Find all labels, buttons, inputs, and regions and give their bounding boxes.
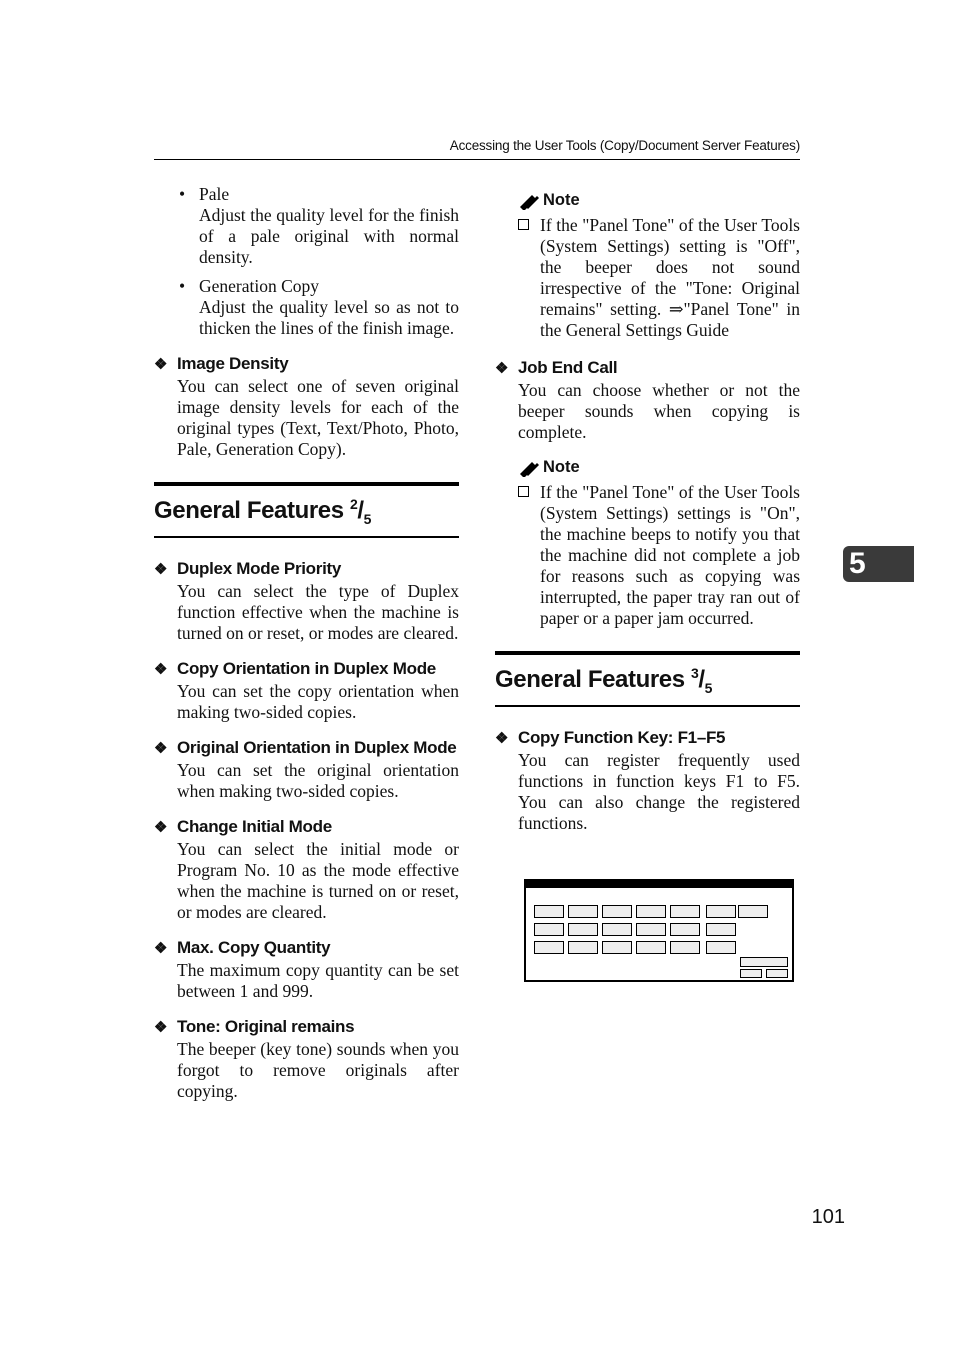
- screen-button: [534, 941, 564, 954]
- section-heading-general-features-3: General Features $^3/_5$: [495, 651, 800, 707]
- item-title: Change Initial Mode: [177, 816, 332, 836]
- item-body: You can set the copy orientation when making two-sided copies.: [177, 680, 459, 722]
- screen-button: [568, 941, 598, 954]
- bullet-pale: [154, 184, 459, 268]
- item-title: Duplex Mode Priority: [177, 558, 342, 578]
- screen-button: [636, 923, 666, 936]
- section-title: General Features: [154, 497, 344, 524]
- screen-button: [706, 905, 736, 918]
- item-body: You can select the type of Duplex function effective when the machine is turned on or reset, or modes are cleared.: [177, 580, 459, 643]
- screen-titlebar: [526, 881, 792, 888]
- note-label: Note: [543, 191, 580, 209]
- diamond-icon: ❖: [154, 1018, 168, 1036]
- item-title: Copy Function Key: F1–F5: [518, 727, 726, 747]
- bullet-generation-copy: [154, 276, 459, 339]
- bullet-title: Pale: [199, 184, 230, 204]
- screen-button: [766, 969, 788, 978]
- note-label: Note: [543, 458, 580, 476]
- diamond-icon: ❖: [154, 818, 168, 836]
- screen-button: [740, 957, 788, 967]
- item-tone-original-remains: [154, 1016, 459, 1102]
- diamond-icon: ❖: [495, 360, 509, 377]
- item-duplex-mode-priority: [154, 558, 459, 644]
- bullet-body: Adjust the quality level for the finish of a pale original with normal density.: [199, 205, 459, 267]
- left-column: [154, 184, 459, 1116]
- screen-button: [602, 941, 632, 954]
- screen-button: [568, 905, 598, 918]
- checkbox-icon: [518, 486, 529, 497]
- item-body: You can select one of seven original image density levels for each of the original types (Text, Text/Photo, Photo, Pale, Generation Copy).: [177, 376, 459, 459]
- item-title: Image Density: [177, 354, 289, 373]
- item-original-orientation: [154, 737, 459, 802]
- header-rule: [154, 159, 800, 160]
- bullet-body: Adjust the quality level so as not to thicken the lines of the finish image.: [199, 297, 459, 338]
- item-title: Copy Orientation in Duplex Mode: [177, 658, 436, 678]
- item-change-initial-mode: [154, 816, 459, 923]
- note-heading: [495, 457, 800, 478]
- bullet-dot: •: [179, 276, 186, 296]
- note-body: [495, 482, 800, 629]
- diamond-icon: ❖: [154, 939, 168, 957]
- item-body: The maximum copy quantity can be set between 1 and 999.: [177, 959, 459, 1001]
- screen-button: [534, 923, 564, 936]
- pencil-icon: [517, 192, 541, 210]
- note-text: If the "Panel Tone" of the User Tools (System Settings) setting is "Off", the beeper does not sound irrespective of the "Tone: Original remains" setting. ⇒"Panel Tone" in the General Settings Guide: [540, 215, 800, 340]
- note-heading: [495, 190, 800, 211]
- note-body: [495, 215, 800, 341]
- diamond-icon: ❖: [154, 356, 168, 373]
- item-image-density: [154, 353, 459, 460]
- screen-button: [568, 923, 598, 936]
- screen-button: [740, 969, 762, 978]
- item-body: You can register frequently used functions in function keys F1 to F5. You can also change the registered functions.: [518, 749, 800, 833]
- diamond-icon: ❖: [154, 660, 168, 678]
- section-numerator: 3: [690, 665, 699, 681]
- section-heading-general-features-2: General Features $^2/_5$: [154, 482, 459, 538]
- diamond-icon: ❖: [154, 560, 168, 578]
- section-denominator: 5: [363, 510, 372, 527]
- copy-function-key-screenshot: [524, 879, 794, 982]
- section-title: General Features: [495, 666, 685, 693]
- bullet-dot: •: [179, 184, 186, 204]
- item-copy-orientation: [154, 658, 459, 723]
- item-copy-function-key: [495, 727, 800, 834]
- item-max-copy-quantity: [154, 937, 459, 1002]
- screen-button: [670, 941, 700, 954]
- screen-button: [670, 923, 700, 936]
- right-column: [495, 190, 800, 848]
- item-title: Original Orientation in Duplex Mode: [177, 737, 457, 757]
- note-text: If the "Panel Tone" of the User Tools (System Settings) settings is "On", the machine beeps to notify you that the machine did not complete a job for reasons such as copying was interrupted, the paper tray ran out of paper or a paper jam occurred.: [540, 482, 800, 628]
- screen-button: [534, 905, 564, 918]
- item-title: Job End Call: [518, 358, 618, 377]
- item-body: The beeper (key tone) sounds when you forgot to remove originals after copying.: [177, 1038, 459, 1101]
- screen-button: [706, 941, 736, 954]
- item-job-end-call: [495, 357, 800, 443]
- chapter-tab: 5: [843, 546, 914, 582]
- section-numerator: 2: [349, 496, 358, 512]
- screen-button: [738, 905, 768, 918]
- diamond-icon: ❖: [154, 739, 168, 757]
- screen-button: [602, 923, 632, 936]
- screen-button: [706, 923, 736, 936]
- diamond-icon: ❖: [495, 729, 509, 747]
- pencil-icon: [517, 459, 541, 477]
- bullet-title: Generation Copy: [199, 276, 320, 296]
- item-body: You can select the initial mode or Program No. 10 as the mode effective when the machine is turned on or reset, or modes are cleared.: [177, 838, 459, 922]
- item-title: Tone: Original remains: [177, 1016, 355, 1036]
- item-title: Max. Copy Quantity: [177, 937, 331, 957]
- item-body: You can choose whether or not the beeper sounds when copying is complete.: [518, 380, 800, 442]
- section-denominator: 5: [704, 679, 713, 696]
- screen-button: [602, 905, 632, 918]
- screen-button: [636, 941, 666, 954]
- page-number: 101: [811, 1206, 845, 1228]
- item-body: You can set the original orientation when making two-sided copies.: [177, 759, 459, 801]
- screen-button: [670, 905, 700, 918]
- screen-button: [636, 905, 666, 918]
- checkbox-icon: [518, 219, 529, 230]
- running-head: Accessing the User Tools (Copy/Document Server Features): [449, 138, 800, 153]
